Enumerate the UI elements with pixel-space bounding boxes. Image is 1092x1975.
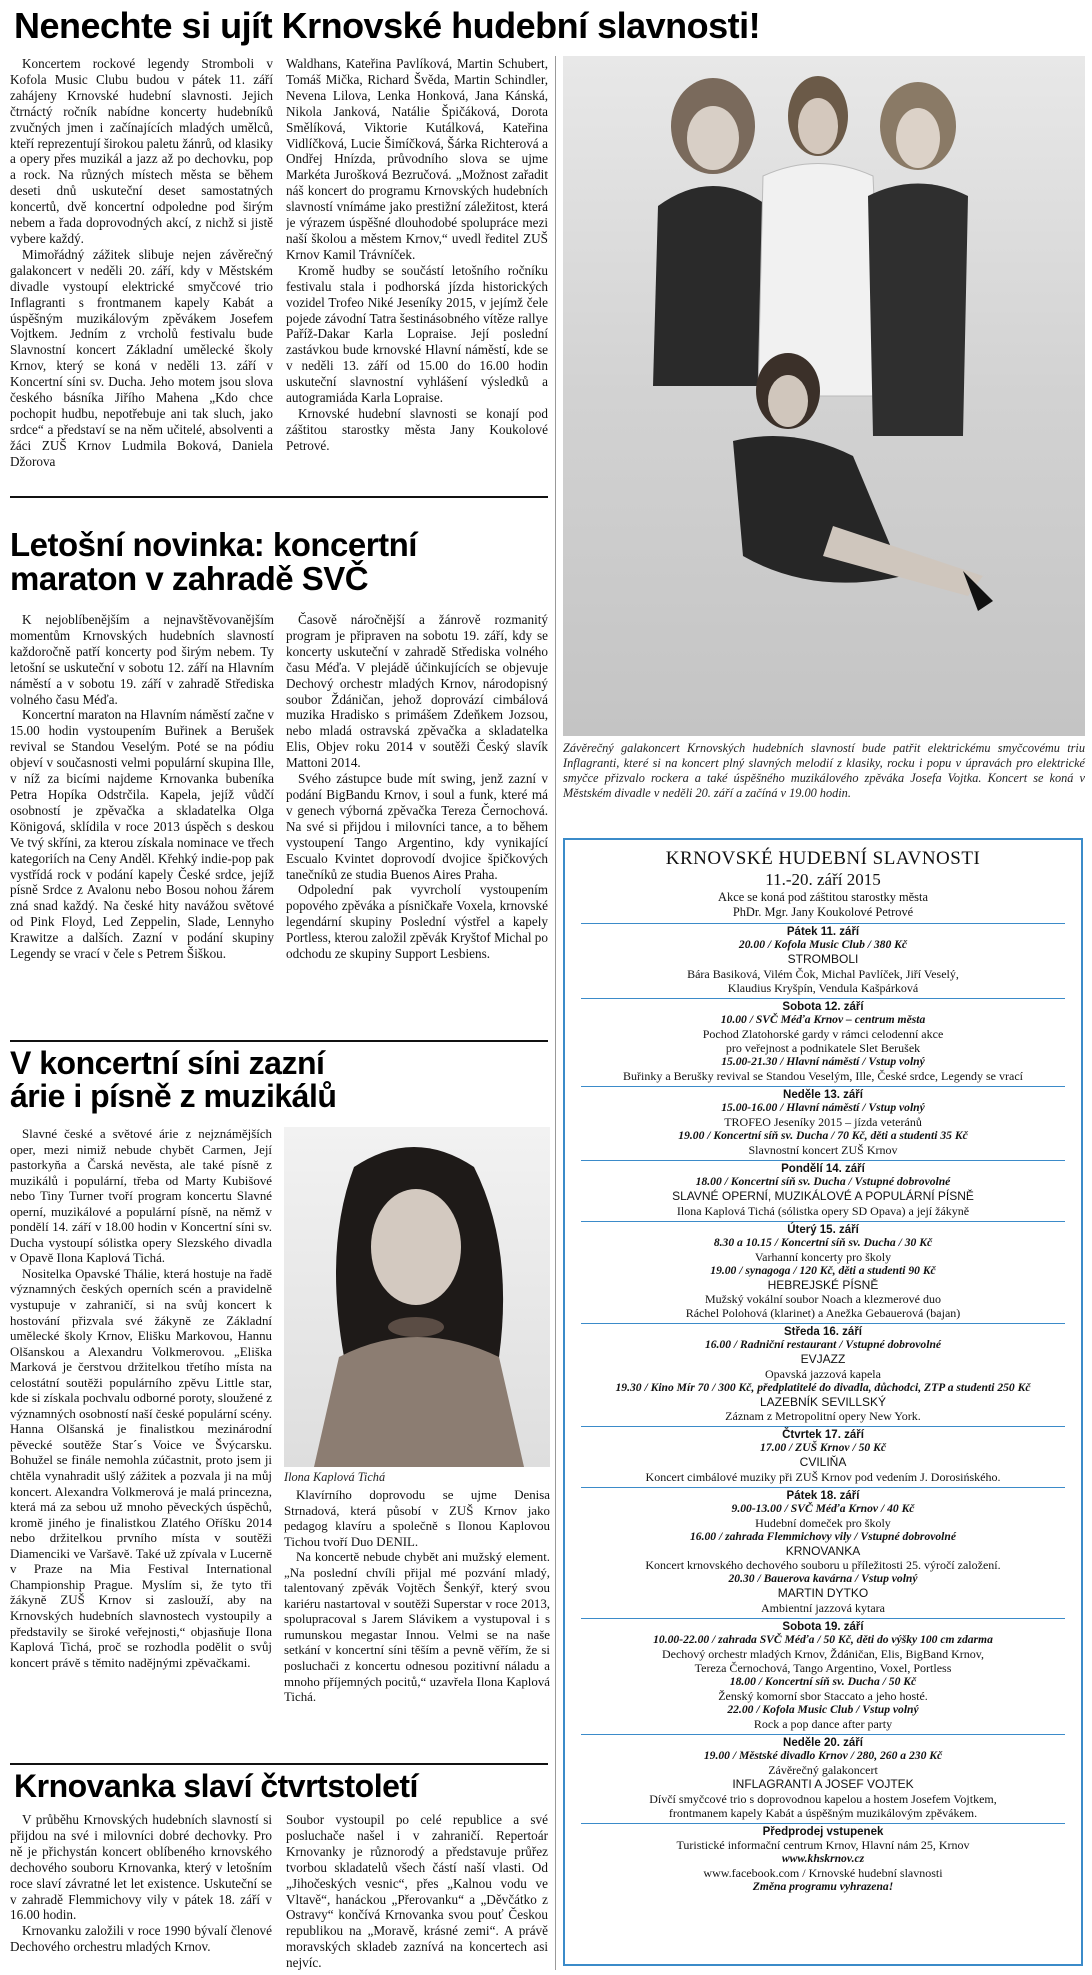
event-name: HEBREJSKÉ PÍSNĚ <box>767 1277 879 1292</box>
event-description: Rock a pop dance after party <box>753 1716 893 1731</box>
event-description: Tereza Černochová, Tango Argentino, Voxel, Portless <box>694 1660 952 1675</box>
event-description: Dívčí smyčcové trio s doprovodnou kapelou a hostem Josefem Vojtkem, <box>649 1791 997 1806</box>
event-time-venue: 10.00 / SVČ Méďa Krnov – centrum města <box>720 1012 926 1026</box>
article2-col2 <box>286 612 548 1038</box>
event-time-venue: 19.00 / synagoga / 120 Kč, děti a studenti 90 Kč <box>710 1263 936 1277</box>
column-rule <box>555 56 556 1970</box>
paragraph: V průběhu Krnovských hudebních slavností si přijdou na své i milovníci dobré dechovky. Pro ně je přichystán koncert oblíbeného krnovského dechového souboru Krnovanka, který v letošním roce slaví závratné let let existence. Uskuteční se v zahradě Flemmichovy vily v pátek 18. září v 16.00 hodin. <box>10 1812 272 1923</box>
event-time-venue: 16.00 / zahrada Flemmichovy vily / Vstupné dobrovolné <box>689 1529 956 1543</box>
headline-line: Letošní novinka: koncertní <box>10 526 417 563</box>
program-title: KRNOVSKÉ HUDEBNÍ SLAVNOSTI <box>665 848 981 869</box>
paragraph: Soubor vystoupil po celé republice a své posluchače našel i v zahraničí. Repertoár Krnovanky je různorodý a představuje průřez tvorbou skladatelů všech částí naší vlasti. Od „Jihočeských vesnic“, přes „Kalnou vodu ve Vltavě“, hanáckou „Přerovanku“ a „Děvčátko z Ostravy“ končívá Krnovanka svou pouť Českou republikou na „Moravě, krásné zemi“. A právě moravských skladeb zaznívá na koncertech asi nejvíc. <box>286 1812 548 1970</box>
program-dates: 11.-20. září 2015 <box>765 870 881 889</box>
program-day-heading: Neděle 13. září <box>783 1089 863 1102</box>
event-time-venue: 20.30 / Bauerova kavárna / Vstup volný <box>728 1572 918 1586</box>
program-day-heading: Sobota 12. září <box>782 1000 864 1013</box>
program-day-heading: Pondělí 14. září <box>781 1163 865 1176</box>
divider <box>581 1734 1065 1735</box>
article1-col1 <box>10 56 273 492</box>
event-time-venue: 19.30 / Kino Mír 70 / 300 Kč, předplatitelé do divadla, důchodci, ZTP a studenti 250 Kč <box>615 1380 1031 1394</box>
festival-program-box <box>563 838 1083 1966</box>
paragraph: Kromě hudby se součástí letošního ročníku festivalu stala i podhorská jízda historických vozidel Trofeo Niké Jeseníky 2015, v jejímž čele pojede závodní Tatra šestinásobného vítěze rallye Paříž-Dakar Karla Lopraise. Její poslední zastávkou bude krnovské Hlavní náměstí, kde se v neděli 13. září od 15.00 do 16.00 hodin uskuteční slavnostní vyhlášení výsledků a autogramiáda Karla Lopraise. <box>286 262 548 406</box>
event-time-venue: 20.00 / Kofola Music Club / 380 Kč <box>738 938 908 952</box>
program-day-heading: Neděle 20. září <box>783 1737 863 1750</box>
article3-col1 <box>10 1127 272 1759</box>
photo2-caption: Ilona Kaplová Tichá <box>284 1470 386 1484</box>
event-name: LAZEBNÍK SEVILLSKÝ <box>759 1394 887 1409</box>
event-time-venue: 17.00 / ZUŠ Krnov / 50 Kč <box>760 1441 886 1455</box>
program-patronage-name: PhDr. Mgr. Jany Koukolové Petrové <box>732 905 914 920</box>
event-description: Mužský vokální soubor Noach a klezmerové duo <box>705 1292 941 1307</box>
divider <box>581 1086 1065 1087</box>
paragraph: Koncertní maraton na Hlavním náměstí začne v 15.00 hodin vystoupením Buřinek a Berušek revival se Standou Veselým. Poté se na pódiu objeví v současnosti velmi populární skupina Ille, v níž za bicími najdeme Krnovanka bubeníka Petra Hopíka Odstrčila. Kapela, jejíž vůdčí osobností je zpěvačka a skladatelka Olga Königová, sklídila v roce 2013 úspěch s deskou Ve tvý skříni, za kterou získala nominace ve třech kategoriích na Ceny Anděl. Křehký indie-pop pak vystřídá rock v podání kapely České srdce, jejíž písně Srdce z Avalonu nebo Bosou nohou žárem zná snad každý. Na české hity navážou světové od Pink Floyd, Led Zeppelin, Slade, Lennyho Krawitze a dalších. Zazní v podání skupiny Legendy se vrací v čele s Petrem Šiškou. <box>10 707 274 962</box>
article4-col2 <box>286 1812 548 1970</box>
presale-line: Turistické informační centrum Krnov, Hlavní nám 25, Krnov <box>676 1837 970 1852</box>
program-day-heading: Čtvrtek 17. září <box>782 1429 864 1442</box>
event-description: pro veřejnost a podnikatele Slet Berušek <box>725 1040 921 1055</box>
divider <box>581 923 1065 924</box>
photo-portrait <box>284 1127 550 1467</box>
event-time-venue: 18.00 / Koncertní síň sv. Ducha / 50 Kč <box>729 1674 917 1688</box>
event-description: Hudební domeček pro školy <box>755 1515 891 1530</box>
paragraph: Krnovské hudební slavnosti se konají pod záštitou starostky města Jany Koukolové Petrové. <box>286 405 548 453</box>
headline-line: árie i písně z muzikálů <box>10 1077 337 1114</box>
event-description: Koncert krnovského dechového souboru u příležitosti 25. výročí založení. <box>645 1558 1001 1573</box>
program-day-heading: Úterý 15. září <box>787 1223 859 1236</box>
event-name: STROMBOLI <box>787 952 859 967</box>
ilona-photo <box>284 1127 550 1467</box>
paragraph: K nejoblíbenějším a nejnavštěvovanějším momentům Krnovských hudebních slavností každoročně patří koncerty pod širým nebem. Ty letošní se uskuteční v sobotu 12. září na Hlavním náměstí a v sobotu 19. září v zahradě Střediska volného času Méďa. <box>10 612 274 707</box>
presale-title: Předprodej vstupenek <box>762 1825 884 1838</box>
divider <box>581 998 1065 999</box>
event-name: EVJAZZ <box>800 1352 846 1367</box>
article2-headline <box>10 528 550 595</box>
paragraph: Nositelka Opavské Thálie, která hostuje na řadě významných českých operních scén a pravidelně vystupuje v zahraničí, si na svůj koncert k hostování přizvala své žákyně ze Základní umělecké školy Krnov, Elišku Markovou, Hannu Olšanskou a Alexandru Volkmerovou. „Eliška Marková je čerstvou držitelkou třetího místa na celostátní soutěži populárního zpěvu Little star, kde si získala pochvalu odborné poroty, sloužené z významných osobností naší české populární scény. Hanna Olšanská je finalistkou mezinárodní pěvecké soutěže Star´s Voice ve Švýcarsku. Bohužel se finále nemohla zúčastnit, proto jsem ji chtěla vynahradit ušlý zážitek a pozvala ji na můj koncert. Alexandra Volkmerová je malá princezna, která má za sebou už mnoho pěveckých úspěchů, kromě jiného je finalistkou Zlatého Oříšku 2014 nebo držitelkou prvního místa v soutěži Diamenciki ve Varšavě. Také už zpívala v Lucerně v Praze na Mia Festival International Championship Prague. Myslím si, že tyto tři žákyně ZUŠ Krnov si zaslouží, aby na Krnovských hudebních slavnostech vystoupily a představily se široké veřejnosti,“ objasňuje Ilona Kaplová Tichá, proč se rozhodla podělit o svůj koncert právě s těmito nadějnými zpěvačkami. <box>10 1266 272 1670</box>
event-description: Pochod Zlatohorské gardy v rámci celodenní akce <box>702 1026 944 1041</box>
event-name: INFLAGRANTI A JOSEF VOJTEK <box>732 1777 914 1792</box>
event-description: Opavská jazzová kapela <box>765 1366 881 1381</box>
program-days <box>575 923 1071 1820</box>
article2-col1 <box>10 612 274 1038</box>
website-link[interactable]: www.khskrnov.cz <box>781 1851 865 1865</box>
event-description: Bára Basiková, Vilém Čok, Michal Pavlíček, Jiří Veselý, <box>687 966 959 981</box>
divider <box>581 1160 1065 1161</box>
paragraph: Slavné české a světové árie z nejznámějších oper, mezi nimiž nebude chybět Carmen, Její pastorkyňa a Čarská nevěsta, ale také písně z muzikálů i populární, třeba od Marty Kubišové nebo Tiny Turner tvoří program koncertu Slavné operní, muzikálové a populární písně, na němž v pondělí 14. září v 18.00 hodin v Koncertní síni sv. Ducha vystoupí sólistka opery Slezského divadla v Opavě Ilona Kaplová Tichá. <box>10 1127 272 1266</box>
article4-headline: Krnovanka slaví čtvrtstoletí <box>14 1768 418 1804</box>
divider <box>581 1323 1065 1324</box>
divider <box>581 1487 1065 1488</box>
divider <box>581 1426 1065 1427</box>
photo1-caption: Závěrečný galakoncert Krnovských hudebních slavností bude patřit elektrickému smyčcovému triu Inflagranti, které si na koncert plný slavných melodií z klasiky, rocku i popu v úpravách pro elektrické smyčce přizvalo rockera a také úspěšného muzikálového zpěváka Josefa Vojtka. Koncert se koná v Městském divadle v neděli 20. září a začíná v 19.00 hodin. <box>563 741 1085 800</box>
event-time-venue: 22.00 / Kofola Music Club / Vstup volný <box>727 1703 919 1716</box>
event-description: Ambientní jazzová kytara <box>761 1600 885 1615</box>
article1-headline: Nenechte si ujít Krnovské hudební slavnosti! <box>14 5 761 46</box>
paragraph: Časově náročnější a žánrově rozmanitý program je připraven na sobotu 19. září, kdy se koncerty uskuteční v zahradě Střediska volného času Méďa. V plejádě účinkujících se objevuje Dechový orchestr mladých Krnov, národopisný soubor Ždáničan, jehož doprovází cimbálová muzika Hradisko s primášem Zdeňkem Jozsou, nebo mladá ostravská zpěvačka a skladatelka Elis, Objev roku 2014 v soutěži Český slavík Mattoni 2014. <box>286 612 548 771</box>
article3-col2 <box>284 1488 550 1760</box>
article1-col2 <box>286 56 548 492</box>
section-divider <box>10 496 548 498</box>
event-time-venue: 18.00 / Koncertní síň sv. Ducha / Vstupné dobrovolné <box>695 1175 951 1189</box>
headline-line: maraton v zahradě SVČ <box>10 559 369 597</box>
event-time-venue: 10.00-22.00 / zahrada SVČ Méďa / 50 Kč, děti do výšky 100 cm zdarma <box>653 1632 993 1646</box>
event-description: frontmanem kapely Kabát a úspěšným muzikálovým zpěvákem. <box>668 1805 978 1820</box>
program-patronage: Akce se koná pod záštitou starostky města <box>718 890 928 904</box>
event-description: Klaudius Kryšpín, Vendula Kašpárková <box>727 980 919 995</box>
paragraph: Waldhans, Kateřina Pavlíková, Martin Schubert, Tomáš Mička, Richard Švěda, Martin Schindler, Nevena Lilova, Lenka Honková, Jana Kánská, Nikola Janková, Natálie Špičáková, Dorota Smělíková, Viktorie Kutálková, Kateřina Vidlíčková, Lucie Šimíčková, Šárka Richterová a Ondřej Hnízda, průvodního slova se ujme Markéta Jurošková Bezručová. „Možnost zařadit náš koncert do programu Krnovských hudebních slavností vnímáme jako prestižní záležitost, která je výrazem úspěšné dlouhodobé spolupráce mezi naší školou a městem Krnov,“ uvedl ředitel ZUŠ Krnov Kamil Trávníček. <box>286 56 548 262</box>
paragraph: Klavírního doprovodu se ujme Denisa Strnadová, která působí v ZUŠ Krnov jako pedagog klavíru a společně s Ilonou Kaplovou Tichou tvoří Duo DENIL. <box>284 1488 550 1549</box>
event-name: CVILIŇA <box>799 1455 847 1470</box>
section-divider <box>10 1763 548 1765</box>
paragraph: Na koncertě nebude chybět ani mužský element. „Na poslední chvíli přijal mé pozvání mladý, talentovaný zpěvák Vojtěch Šenkýř, který svou kariéru nastartoval v soutěži Superstar v roce 2013, spolupracoval s Jarem Slávikem a vystupoval i s rumunskou megastar Innou. Velmi se na naše setkání v koncertní síni těším a pevně věřím, že si posluchači z koncertu odnesou pozitivní náladu a mnoho příjemných pocitů,“ uzavřela Ilona Kaplová Tichá. <box>284 1550 550 1705</box>
section-divider <box>10 1040 548 1042</box>
program-day-heading: Pátek 11. září <box>786 926 860 939</box>
facebook-link[interactable]: www.facebook.com / Krnovské hudební slavnosti <box>703 1865 943 1880</box>
event-time-venue: 15.00-21.30 / Hlavní náměstí / Vstup volný <box>721 1055 925 1069</box>
event-description: Buřinky a Berušky revival se Standou Veselým, Ille, České srdce, Legendy se vrací <box>622 1068 1023 1083</box>
event-time-venue: 16.00 / Radniční restaurant / Vstupné dobrovolné <box>704 1338 942 1352</box>
event-description: Slavnostní koncert ZUŠ Krnov <box>748 1143 898 1158</box>
disclaimer: Změna programu vyhrazena! <box>752 1880 894 1894</box>
headline-line: V koncertní síni zazní <box>10 1045 325 1081</box>
event-description: Záznam z Metropolitní opery New York. <box>725 1409 921 1424</box>
paragraph: Mimořádný zážitek slibuje nejen závěrečný galakoncert v neděli 20. září, kdy v Městském divadle vystoupí elektrické smyčcové trio Inflagranti s frontmanem kapely Kabát a úspěšným muzikálovým zpěvákem Josefem Vojtkem. Jedním z vrcholů festivalu bude Slavnostní koncert Základní umělecké školy Krnov, který se koná v neděli 13. září v Koncertní síni sv. Ducha. Jeho motem jsou slova českého básníka Jiřího Mahena „Kdo chce pochopit hudbu, nepotřebuje ani tak sluch, jako srdce“ a představí se na něm učitelé, absolventi a žáci ZUŠ Krnov Ludmila Boková, Daniela Džorova <box>10 246 273 469</box>
event-description: Ženský komorní sbor Staccato a jeho hosté. <box>718 1688 928 1703</box>
event-description: Ilona Kaplová Tichá (sólistka opery SD Opava) a její žákyně <box>676 1203 970 1218</box>
event-time-venue: 8.30 a 10.15 / Koncertní síň sv. Ducha / 30 Kč <box>713 1235 933 1249</box>
event-description: Dechový orchestr mladých Krnov, Ždáničan, Elis, BigBand Krnov, <box>661 1646 985 1661</box>
event-name: SLAVNÉ OPERNÍ, MUZIKÁLOVÉ A POPULÁRNÍ PÍSNĚ <box>672 1189 974 1204</box>
paragraph: Krnovanku založili v roce 1990 bývalí členové Dechového orchestru mladých Krnov. <box>10 1923 272 1955</box>
event-time-venue: 9.00-13.00 / SVČ Méďa Krnov / 40 Kč <box>731 1501 915 1515</box>
event-description: Závěrečný galakoncert <box>768 1762 878 1777</box>
divider <box>581 1221 1065 1222</box>
photo-figures <box>563 56 1085 736</box>
article3-headline <box>10 1047 550 1112</box>
program-day-heading: Středa 16. září <box>784 1326 862 1339</box>
event-description: Varhanní koncerty pro školy <box>754 1249 892 1264</box>
inflagranti-photo <box>563 56 1085 736</box>
event-name: KRNOVANKA <box>785 1543 861 1558</box>
divider <box>581 1823 1065 1824</box>
event-description: Koncert cimbálové muziky při ZUŠ Krnov pod vedením J. Dorosińského. <box>645 1469 1001 1484</box>
program-day-heading: Sobota 19. září <box>782 1620 864 1633</box>
event-time-venue: 19.00 / Městské divadlo Krnov / 280, 260 a 230 Kč <box>703 1749 943 1763</box>
program-day-heading: Pátek 18. září <box>786 1489 860 1502</box>
article4-col1 <box>10 1812 272 1970</box>
paragraph: Koncertem rockové legendy Stromboli v Kofola Music Clubu budou v pátek 11. září zahájeny Krnovské hudební slavnosti. Jejich čtrnáctý ročník nabídne koncerty hudebníků zvučných jmen i začínajících mladých umělců, kteří reprezentují širokou paletu žánrů, od klasiky a opery přes muzikál a jazz až po dechovku, pop a rock. Na různých místech města se během deseti dnů uskuteční deset samostatných koncertů, dvě koncertní odpoledne pod širým nebem a řada doprovodných akcí, z nichž si jistě vybere každý. <box>10 56 273 246</box>
paragraph: Odpolední pak vyvrcholí vystoupením popového zpěváka a písničkaře Voxela, krnovské legendární skupiny Poslední výstřel a kapely Portless, kterou založil zpěvák Kryštof Michal po odchodu ze skupiny Support Lesbiens. <box>286 882 548 962</box>
event-time-venue: 15.00-16.00 / Hlavní náměstí / Vstup volný <box>721 1101 925 1115</box>
paragraph: Svého zástupce bude mít swing, jenž zazní v podání BigBandu Krnov, i soul a funk, které má v genech výborná zpěvačka Tereza Černochová. Na své si přijdou i milovníci tance, a to během vystoupení Tango Argentino, kdy vynikající Escualo Kvintet doprovodí dvojice špičkových tanečníků ze studia Buenos Aires Praha. <box>286 771 548 882</box>
event-name: MARTIN DYTKO <box>777 1586 869 1601</box>
event-description: Ráchel Polohová (klarinet) a Anežka Gebauerová (bajan) <box>685 1306 961 1321</box>
event-time-venue: 19.00 / Koncertní síň sv. Ducha / 70 Kč, děti a studenti 35 Kč <box>678 1129 968 1143</box>
event-description: TROFEO Jeseníky 2015 – jízda veteránů <box>724 1115 922 1130</box>
divider <box>581 1618 1065 1619</box>
